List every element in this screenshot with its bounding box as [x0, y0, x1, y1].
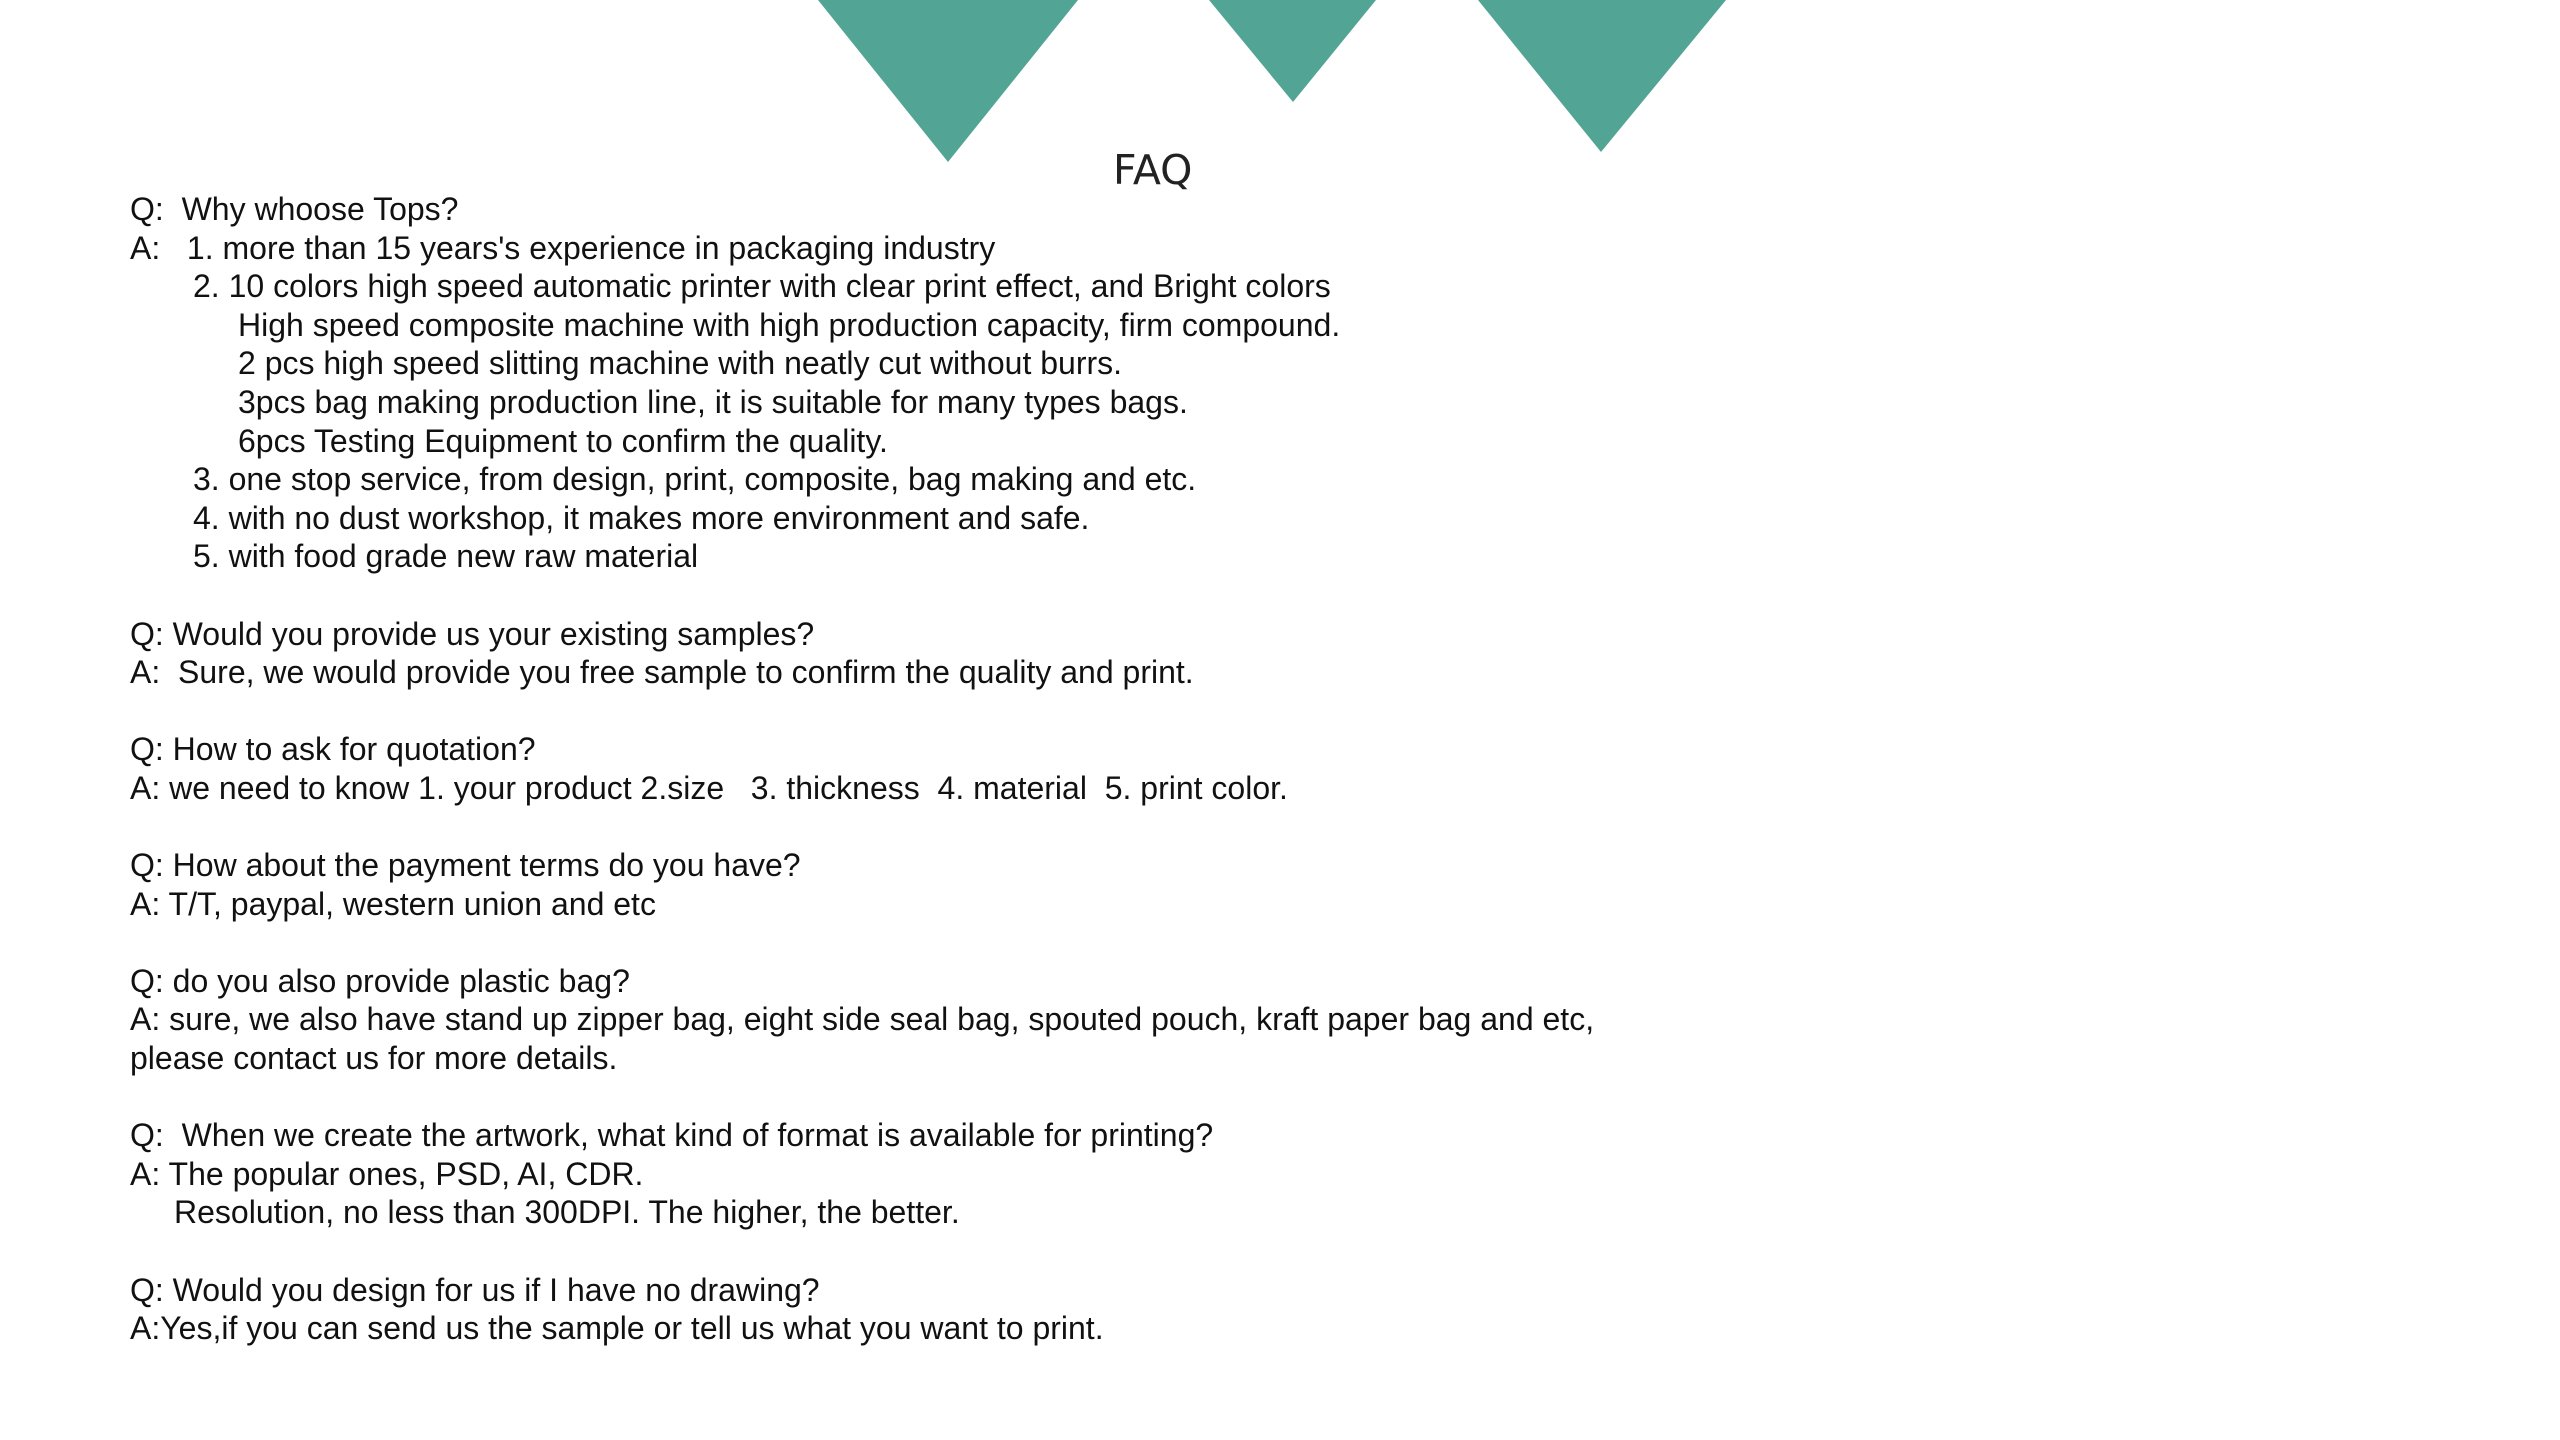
spacer — [130, 808, 2430, 847]
answer-5-line-1: A: sure, we also have stand up zipper bag, eight side seal bag, spouted pouch, kraft paper bag and etc, — [130, 1001, 1595, 1038]
answer-3: A: we need to know 1. your product 2.size 3. thickness 4. material 5. print color. — [130, 769, 1288, 806]
spacer — [130, 1078, 2430, 1117]
answer-1-line-3: High speed composite machine with high production capacity, firm compound. — [238, 306, 1341, 343]
spacer — [130, 1232, 2430, 1271]
triangle-middle — [1209, 0, 1376, 102]
answer-1-line-8: 4. with no dust workshop, it makes more environment and safe. — [193, 499, 1090, 536]
answer-1-line-9: 5. with food grade new raw material — [193, 538, 699, 575]
faq-list — [130, 190, 2430, 1348]
answer-7: A:Yes,if you can send us the sample or tell us what you want to print. — [130, 1310, 1104, 1347]
answer-1-line-4: 2 pcs high speed slitting machine with neatly cut without burrs. — [238, 345, 1123, 382]
answer-6-line-2: Resolution, no less than 300DPI. The higher, the better. — [174, 1194, 960, 1231]
page-title: FAQ — [1113, 146, 1193, 194]
spacer — [130, 923, 2430, 962]
question-4: Q: How about the payment terms do you have? — [130, 847, 801, 884]
triangle-right — [1478, 0, 1726, 152]
answer-1-line-1: A: 1. more than 15 years's experience in packaging industry — [130, 229, 996, 266]
question-7: Q: Would you design for us if I have no drawing? — [130, 1271, 820, 1308]
answer-5-line-2: please contact us for more details. — [130, 1040, 618, 1077]
spacer — [130, 692, 2430, 731]
answer-4: A: T/T, paypal, western union and etc — [130, 885, 656, 922]
answer-2: A: Sure, we would provide you free sample to confirm the quality and print. — [130, 654, 1194, 691]
spacer — [130, 576, 2430, 615]
answer-1-line-7: 3. one stop service, from design, print, composite, bag making and etc. — [193, 461, 1197, 498]
answer-6-line-1: A: The popular ones, PSD, AI, CDR. — [130, 1155, 644, 1192]
question-1: Q: Why whoose Tops? — [130, 191, 459, 227]
question-6: Q: When we create the artwork, what kind of format is available for printing? — [130, 1117, 1214, 1154]
question-3: Q: How to ask for quotation? — [130, 731, 536, 768]
question-2: Q: Would you provide us your existing samples? — [130, 615, 815, 652]
decorative-triangles — [0, 0, 2560, 170]
question-5: Q: do you also provide plastic bag? — [130, 962, 630, 999]
answer-1-line-6: 6pcs Testing Equipment to confirm the quality. — [238, 422, 888, 459]
triangle-left — [818, 0, 1078, 162]
answer-1-line-2: 2. 10 colors high speed automatic printer with clear print effect, and Bright colors — [193, 268, 1331, 305]
answer-1-line-5: 3pcs bag making production line, it is suitable for many types bags. — [238, 383, 1188, 420]
